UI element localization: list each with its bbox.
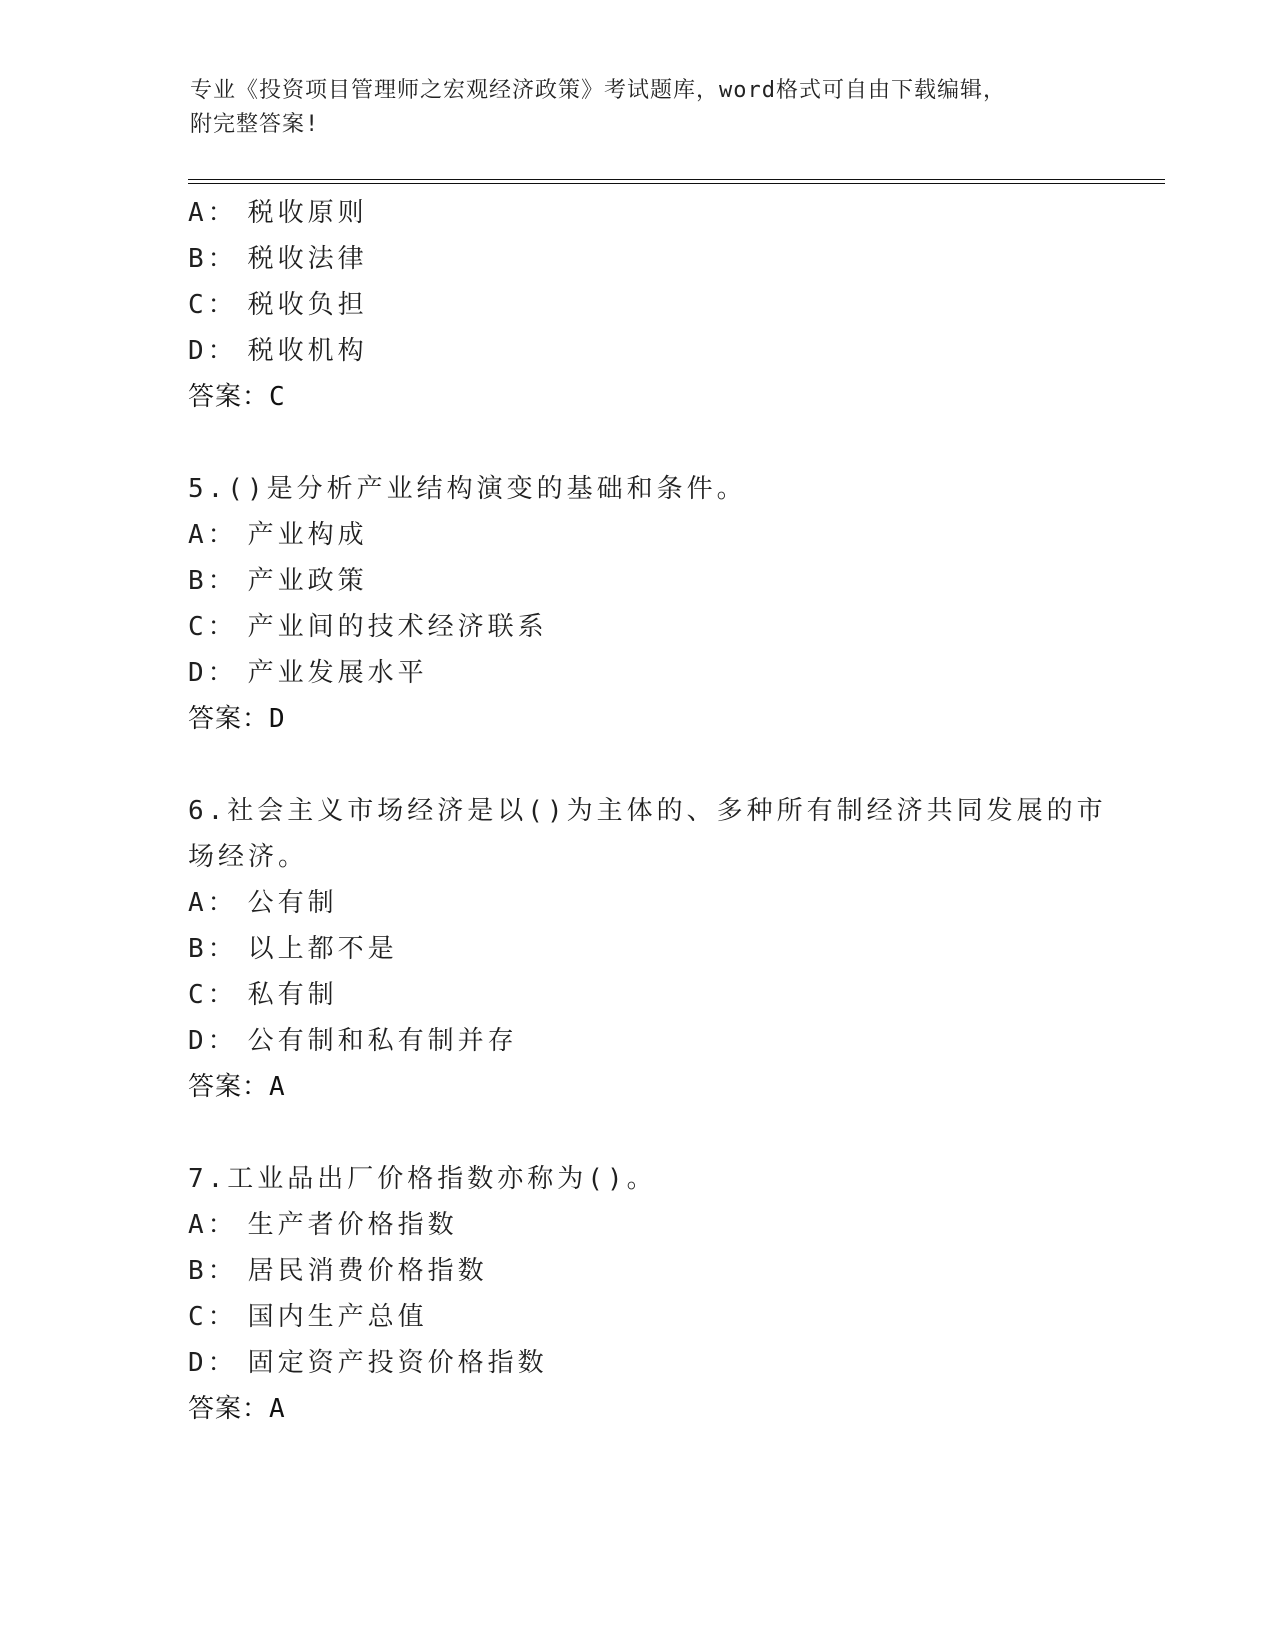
question-5: [188, 466, 1148, 742]
answer-value: A: [269, 1072, 286, 1102]
option-text: 公有制和私有制并存: [247, 1026, 518, 1056]
header-line-2: 附完整答案!: [190, 112, 320, 137]
option-letter: A：: [188, 520, 238, 550]
option-b: [188, 1248, 1148, 1294]
option-a: [188, 512, 1148, 558]
option-b: [188, 926, 1148, 972]
question-stem-line-2: 场经济。: [188, 842, 309, 872]
option-letter: D：: [188, 1026, 238, 1056]
header-divider-bottom: [188, 183, 1165, 184]
answer-line: [188, 696, 1148, 742]
option-letter: C：: [188, 980, 238, 1010]
option-text: 税收负担: [247, 290, 368, 320]
question-stem-line-1: 6.社会主义市场经济是以()为主体的、多种所有制经济共同发展的市: [188, 796, 1107, 826]
answer-label: 答案：: [188, 382, 270, 412]
spacer: [188, 420, 1148, 466]
option-text: 产业构成: [247, 520, 368, 550]
option-letter: A：: [188, 1210, 238, 1240]
option-text: 固定资产投资价格指数: [247, 1348, 548, 1378]
spacer: [188, 742, 1148, 788]
option-letter: C：: [188, 612, 238, 642]
answer-label: 答案：: [188, 1394, 270, 1424]
option-letter: D：: [188, 1348, 238, 1378]
option-letter: C：: [188, 1302, 238, 1332]
option-a: [188, 880, 1148, 926]
option-letter: C：: [188, 290, 238, 320]
option-text: 税收法律: [247, 244, 368, 274]
option-c: [188, 972, 1148, 1018]
question-stem: 5.()是分析产业结构演变的基础和条件。: [188, 474, 747, 504]
option-text: 产业发展水平: [247, 658, 428, 688]
answer-value: A: [269, 1394, 286, 1424]
answer-line: [188, 374, 1148, 420]
question-7: [188, 1156, 1148, 1432]
option-text: 产业间的技术经济联系: [247, 612, 548, 642]
option-c: [188, 604, 1148, 650]
option-letter: B：: [188, 566, 238, 596]
option-d: [188, 650, 1148, 696]
option-d: [188, 328, 1148, 374]
option-text: 国内生产总值: [247, 1302, 428, 1332]
option-text: 私有制: [247, 980, 338, 1010]
question-4: [188, 190, 1148, 420]
option-letter: D：: [188, 336, 238, 366]
option-c: [188, 1294, 1148, 1340]
option-d: [188, 1340, 1148, 1386]
document-header: [190, 74, 1090, 142]
option-letter: B：: [188, 1256, 238, 1286]
option-text: 生产者价格指数: [247, 1210, 458, 1240]
answer-line: [188, 1386, 1148, 1432]
option-text: 公有制: [247, 888, 338, 918]
option-letter: B：: [188, 244, 238, 274]
option-b: [188, 558, 1148, 604]
option-d: [188, 1018, 1148, 1064]
header-line-1: 专业《投资项目管理师之宏观经济政策》考试题库，word格式可自由下载编辑，: [190, 78, 1006, 103]
option-a: [188, 190, 1148, 236]
option-text: 税收原则: [247, 198, 368, 228]
option-c: [188, 282, 1148, 328]
answer-label: 答案：: [188, 1072, 270, 1102]
option-letter: A：: [188, 198, 238, 228]
option-letter: D：: [188, 658, 238, 688]
option-letter: B：: [188, 934, 238, 964]
spacer: [188, 1110, 1148, 1156]
option-text: 以上都不是: [247, 934, 398, 964]
question-6: [188, 788, 1148, 1110]
option-text: 税收机构: [247, 336, 368, 366]
question-list: [188, 190, 1148, 1432]
option-a: [188, 1202, 1148, 1248]
answer-value: C: [269, 382, 286, 412]
answer-line: [188, 1064, 1148, 1110]
header-divider-top: [188, 179, 1165, 180]
option-b: [188, 236, 1148, 282]
option-text: 产业政策: [247, 566, 368, 596]
answer-value: D: [269, 704, 286, 734]
answer-label: 答案：: [188, 704, 270, 734]
option-letter: A：: [188, 888, 238, 918]
option-text: 居民消费价格指数: [247, 1256, 488, 1286]
question-stem: 7.工业品出厂价格指数亦称为()。: [188, 1164, 657, 1194]
